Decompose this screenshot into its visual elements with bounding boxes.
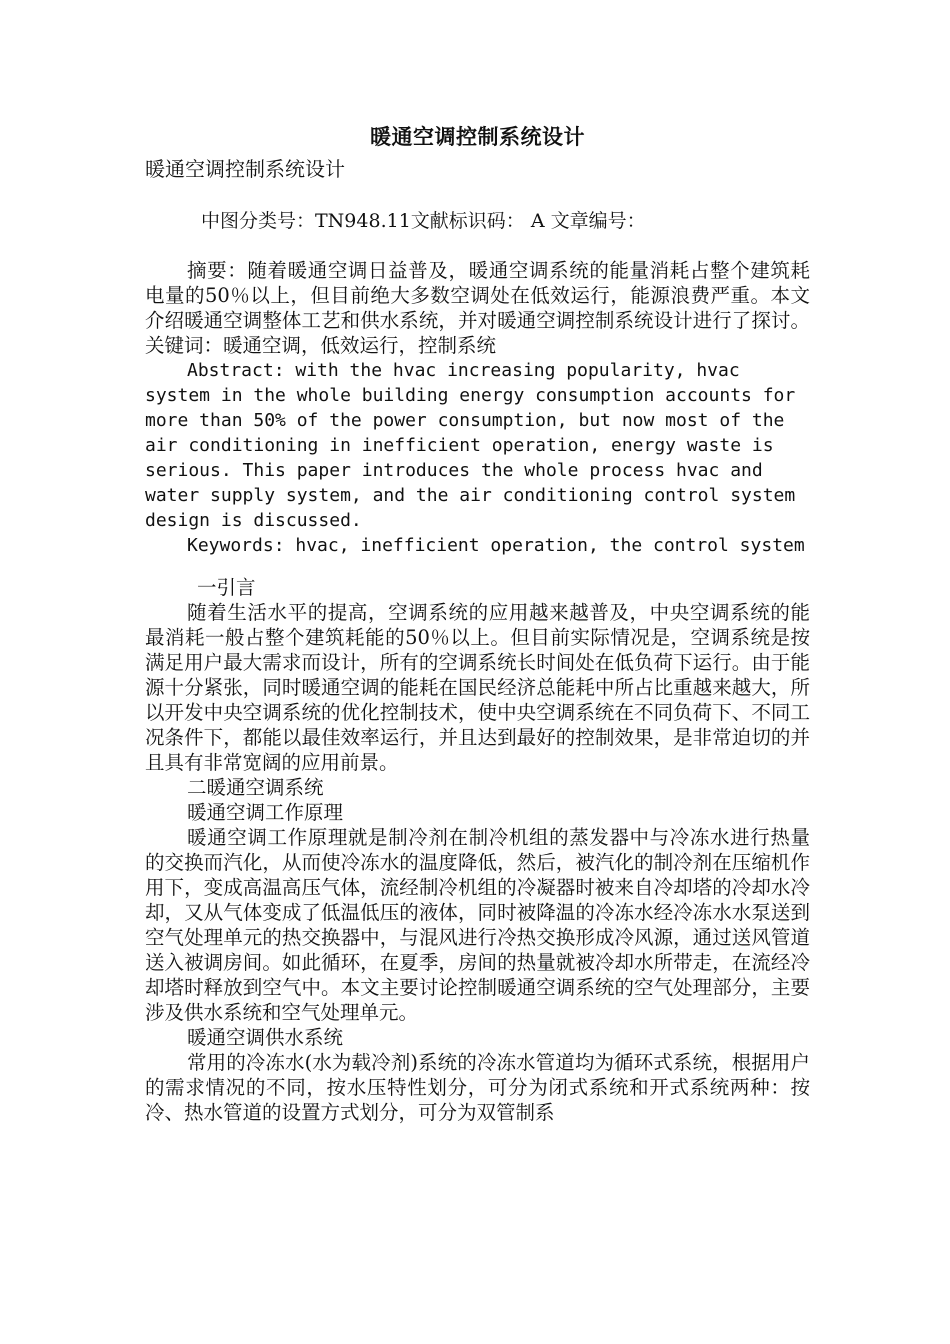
spacer [145,558,810,575]
document-page [145,120,810,1125]
subsection-heading-working-principle: 暖通空调工作原理 [187,801,344,824]
subsection-heading-water-supply: 暖通空调供水系统 [187,1026,344,1049]
abstract-chinese: 摘要：随着暖通空调日益普及，暖通空调系统的能量消耗占整个建筑耗电量的50％以上，但目前绝大多数空调处在低效运行，能源浪费严重。本文介绍暖通空调整体工艺和供水系统，并对暖通空调控制系统设计进行了探讨。 关键词：暖通空调，低效运行，控制系统 [145,259,810,357]
spacer [145,184,810,206]
section-heading-introduction: 一引言 [197,576,256,599]
keywords-english: Keywords: hvac, inefficient operation, the control system [187,535,805,556]
working-principle-paragraph: 暖通空调工作原理就是制冷剂在制冷机组的蒸发器中与冷冻水进行热量的交换而汽化，从而使冷冻水的温度降低，然后，被汽化的制冷剂在压缩机作用下，变成高温高压气体，流经制冷机组的冷凝器时被来自冷却塔的冷却水冷却，又从气体变成了低温低压的液体，同时被降温的冷冻水经冷冻水水泵送到空气处理单元的热交换器中，与混风进行冷热交换形成冷风源，通过送风管道送入被调房间。如此循环，在夏季，房间的热量就被冷却水所带走，在流经冷却塔时释放到空气中。本文主要讨论控制暖通空调系统的空气处理部分，主要涉及供水系统和空气处理单元。 [145,826,810,1024]
spacer [145,236,810,258]
introduction-paragraph: 随着生活水平的提高，空调系统的应用越来越普及，中央空调系统的能最消耗一般占整个建筑耗能的50％以上。但目前实际情况是，空调系统是按满足用户最大需求而设计，所有的空调系统长时间处在低负荷下运行。由于能源十分紧张，同时暖通空调的能耗在国民经济总能耗中所占比重越来越大，所以开发中央空调系统的优化控制技术，使中央空调系统在不同负荷下、不同工况条件下，都能以最佳效率运行，并且达到最好的控制效果，是非常迫切的并且具有非常宽阔的应用前景。 [145,601,810,774]
document-title: 暖通空调控制系统设计 [370,124,585,149]
classification-line: 中图分类号：TN948.11文献标识码： A 文章编号： [201,210,646,232]
abstract-english: Abstract: with the hvac increasing popularity, hvac system in the whole building energy consumption accounts for more than 50% of the power consumption, but now most of the air conditioning in inefficient operation, energy waste is serious. This paper introduces the whole process hvac and water supply system, and the air conditioning control system design is discussed. [145,360,796,531]
section-heading-hvac-system: 二暖通空调系统 [187,776,324,799]
document-subtitle: 暖通空调控制系统设计 [145,157,345,181]
water-supply-paragraph: 常用的冷冻水(水为载冷剂)系统的冷冻水管道均为循环式系统，根据用户的需求情况的不同，按水压特性划分，可分为闭式系统和开式系统两种：按冷、热水管道的设置方式划分，可分为双管制系 [145,1051,810,1124]
